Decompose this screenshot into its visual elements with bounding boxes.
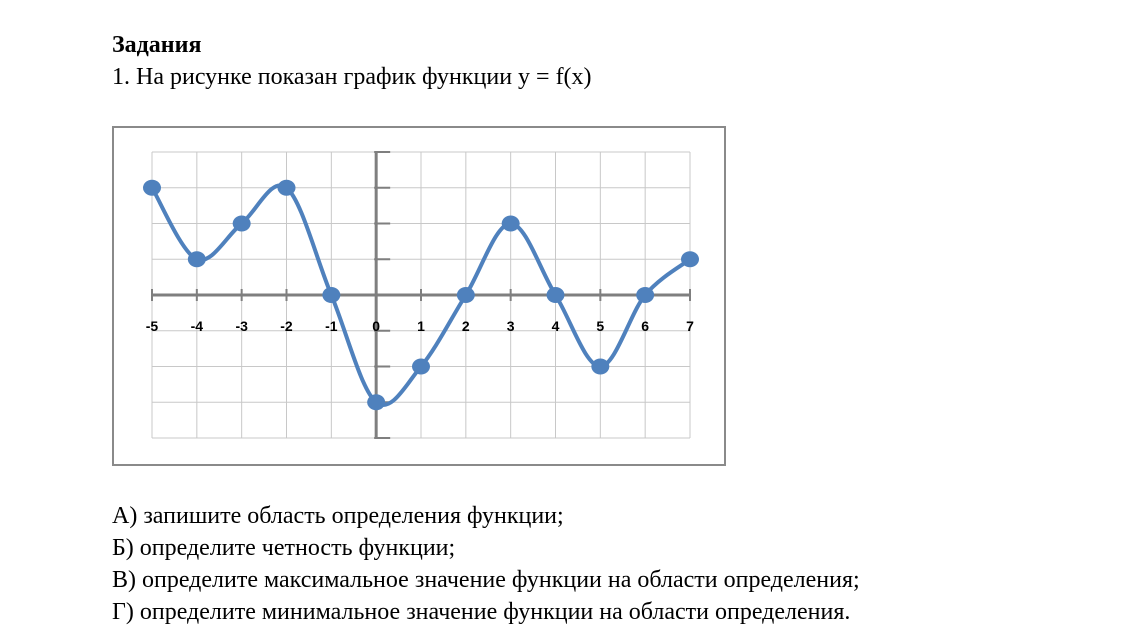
question-a: А) запишите область определения функции;	[112, 503, 564, 529]
data-point	[367, 394, 385, 410]
x-tick-label: 7	[686, 318, 694, 334]
data-point	[457, 287, 475, 303]
x-tick-label: 6	[641, 318, 650, 334]
section-heading: Задания	[112, 32, 202, 58]
data-point	[278, 180, 296, 196]
x-tick-label: -2	[280, 318, 293, 334]
data-point	[233, 216, 251, 232]
chart-canvas	[114, 128, 724, 464]
question-c: В) определите максимальное значение функции на области определения;	[112, 567, 860, 593]
x-tick-label: 2	[461, 318, 470, 334]
x-tick-label: 5	[596, 318, 605, 334]
x-tick-label: 3	[506, 318, 515, 334]
x-tick-label: 1	[417, 318, 425, 334]
x-tick-label: 0	[372, 318, 381, 334]
function-graph	[112, 126, 726, 466]
x-tick-label: -3	[235, 318, 248, 334]
x-tick-label: -1	[325, 318, 338, 334]
x-tick-label: 4	[551, 318, 560, 334]
data-point	[502, 216, 520, 232]
x-tick-label: -4	[190, 318, 204, 334]
task-statement: 1. На рисунке показан график функции y = f(x)	[112, 64, 592, 90]
question-d: Г) определите минимальное значение функции на области определения.	[112, 599, 851, 625]
question-list	[112, 500, 860, 628]
data-point	[188, 251, 206, 267]
data-point	[547, 287, 565, 303]
chart-tick-labels	[146, 318, 694, 334]
x-tick-label: -5	[145, 318, 159, 334]
data-point	[143, 180, 161, 196]
data-point	[591, 359, 609, 375]
data-point	[681, 251, 699, 267]
data-point	[412, 359, 430, 375]
data-point	[636, 287, 654, 303]
data-point	[322, 287, 340, 303]
question-b: Б) определите четность функции;	[112, 535, 456, 561]
